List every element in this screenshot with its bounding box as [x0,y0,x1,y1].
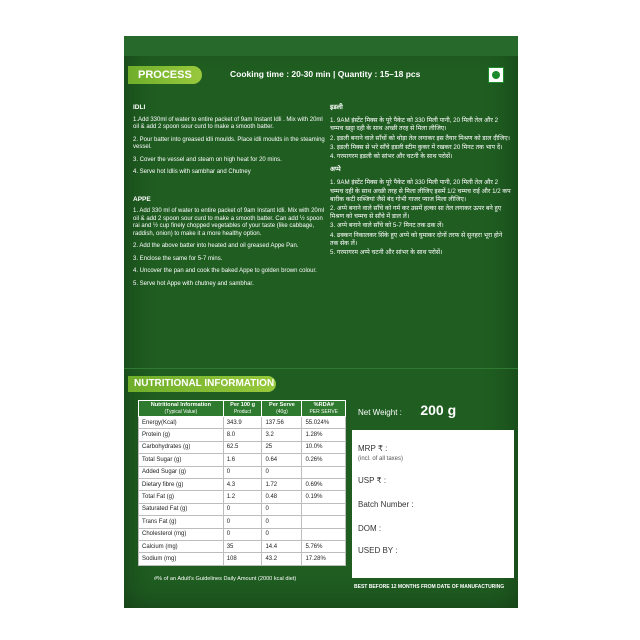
per-100g-value: 343.9 [223,417,262,429]
per-100g-value: 108 [223,553,262,565]
rda-value [302,516,346,528]
table-row [139,540,346,552]
rda-value [302,528,346,540]
header-per-100g: Per 100 g Product [223,401,262,417]
per-serve-value: 1.72 [262,478,302,490]
table-row [139,503,346,515]
net-weight-value: 200 g [420,402,457,418]
per-100g-value: 1.6 [223,454,262,466]
per-serve-value: 14.4 [262,540,302,552]
english-instructions [133,104,325,293]
per-100g-value: 0 [223,503,262,515]
rda-value: 1.28% [302,429,346,441]
per-serve-value: 0 [262,503,302,515]
nutrition-header-row [139,401,346,417]
table-row [139,516,346,528]
appe-step-en: 4. Uncover the pan and cook the baked Appe to golden brown colour. [133,268,317,274]
nutrient-name: Sodium (mg) [139,553,224,565]
nutrient-name: Carbohydrates (g) [139,441,224,453]
nutrient-name: Energy(Kcal) [139,417,224,429]
per-100g-value: 35 [223,540,262,552]
table-row [139,454,346,466]
hindi-instructions [330,104,512,258]
appe-step-hi: 3. अप्पे बनाने वाले साँचे को 5-7 मिनट तक ढक लें। [330,222,444,230]
usp-label: USP ₹ : [358,476,387,485]
mrp-label: MRP ₹ : (incl. of all taxes) [358,444,404,462]
idli-step-en: 2. Pour batter into greased idli moulds. Place idli moulds in the steaming vessel. [133,136,325,150]
per-serve-value: 137.56 [262,417,302,429]
nutrient-name: Trans Fat (g) [139,516,224,528]
header-per-serve: Per Serve (40g) [262,401,302,417]
top-strip [124,36,518,56]
nutrient-name: Calcium (mg) [139,540,224,552]
table-row [139,528,346,540]
used-by-label: USED BY : [358,546,398,555]
per-serve-value: 3.2 [262,429,302,441]
appe-step-en: 2. Add the above batter into heated and oil greased Appe Pan. [133,243,299,249]
per-100g-value: 0 [223,516,262,528]
rda-value: 0.69% [302,478,346,490]
per-100g-value: 1.2 [223,491,262,503]
appe-step-en: 5. Serve hot Appe with chutney and sambhar. [133,280,254,287]
idli-step-hi: 4. गरमागरम इडली को सांभर और चटनी के साथ परोसें। [330,153,453,161]
per-100g-value: 8.0 [223,429,262,441]
nutrition-table [138,400,346,566]
rda-value: 55.024% [302,417,346,429]
table-row [139,441,346,453]
net-weight [358,402,456,420]
mrp-sub: (incl. of all taxes) [358,456,404,462]
veg-symbol-icon [488,67,504,83]
net-weight-label: Net Weight : [358,408,402,417]
per-100g-value: 62.5 [223,441,262,453]
header-nutrient: Nutritional Information (Typical Value) [139,401,224,417]
idli-step-en: 4. Serve hot Idlis with sambhar and Chutney [133,169,251,175]
rda-value [302,503,346,515]
rda-value: 0.19% [302,491,346,503]
per-serve-value: 43.2 [262,553,302,565]
section-divider [124,368,518,369]
rda-value: 5.76% [302,540,346,552]
appe-step-hi: 4. ढक्कन निकालकर सिंके हुए अप्पे को घुमाकर दोनों तरफ से सुनहरा भूरा होने तक सेक लें। [330,231,503,247]
nutrient-name: Dietary fibre (g) [139,478,224,490]
table-row [139,429,346,441]
header-rda: %RDA# PER SERVE [302,401,346,417]
per-serve-value: 0 [262,516,302,528]
idli-title-en: IDLI [133,104,146,111]
process-heading: PROCESS [128,66,202,84]
per-100g-value: 0 [223,466,262,478]
per-100g-value: 4.3 [223,478,262,490]
idli-step-en: 3. Cover the vessel and steam on high heat for 20 mins. [133,156,282,163]
idli-step-en: 1.Add 330ml of water to entire packet of 9am Instant Idli . Mix with 20ml oil & add 2 spoon sour curd to make a smooth batter. [133,116,323,130]
table-row [139,466,346,478]
best-before: BEST BEFORE 12 MONTHS FROM DATE OF MANUFACTURING [354,584,505,590]
table-row [139,491,346,503]
rda-value: 10.0% [302,441,346,453]
rda-value [302,466,346,478]
nutrient-name: Cholesterol (mg) [139,528,224,540]
appe-step-hi: 2. अप्पे बनाने वाले साँचे को गर्म कर उसमें हल्का सा तेल लगाकर ऊपर बने हुए मिश्रण को चम्मच से साँचे में डाल लें। [330,205,502,221]
idli-step-hi: 3. इडली मिक्स से भरे साँचे इडली स्टीम कुकर में रखकर 20 मिनट तक भाप दें। [330,143,503,151]
appe-step-hi: 1. 9AM इंस्टेंट मिक्स के पूरे पैकेट को 330 मिली पानी, 20 मिली तेल और 2 चम्मच दही के साथ अच्छी तरह से मिला लीजिए इसमें 1/2 चम्मच राई और 1/2 कप बारीक कटी सब्जियां जैसे बंद गोभी गाजर प्याज मिला लीजिए। [330,179,511,203]
idli-title-hi: इडली [330,104,343,111]
rda-footnote: #% of an Adult's Guidelines Daily Amount (2000 kcal diet) [154,576,297,582]
idli-step-hi: 1. 9AM इंस्टेंट मिक्स के पूरे पैकेट को 330 मिली पानी, 20 मिली तेल और 2 चम्मच खट्टा दही के साथ अच्छी तरह से मिला लीजिए। [330,117,499,133]
nutrient-name: Protein (g) [139,429,224,441]
rda-value: 0.26% [302,454,346,466]
nutrient-name: Saturated Fat (g) [139,503,224,515]
appe-step-hi: 5. गरमागरम अप्पे चटनी और सांभर के साथ परोसें। [330,249,443,257]
batch-info-box [352,430,514,578]
per-serve-value: 0.48 [262,491,302,503]
rda-value: 17.28% [302,553,346,565]
appe-title-hi: अप्पे [330,166,341,174]
idli-step-hi: 2. इडली बनाने वाले साँचों को थोड़ा तेल लगाकर इस तैयार मिश्रण को डाल दीजिए। [330,134,510,142]
table-row [139,417,346,429]
appe-title-en: APPE [133,195,151,203]
per-serve-value: 0.64 [262,454,302,466]
nutrient-name: Total Sugar (g) [139,454,224,466]
per-serve-value: 0 [262,466,302,478]
per-serve-value: 25 [262,441,302,453]
per-100g-value: 0 [223,528,262,540]
dom-label: DOM : [358,524,382,533]
per-serve-value: 0 [262,528,302,540]
nutrition-heading: NUTRITIONAL INFORMATION [128,376,276,392]
pack-back-panel [124,36,518,608]
appe-step-en: 3. Enclose the same for 5-7 mins. [133,255,223,262]
batch-number-label: Batch Number : [358,500,414,509]
appe-step-en: 1. Add 330 ml of water to entire packet of 9am Instant Idli. Mix with 20ml oil & add 2 spoon sour curd to make a smooth batter. Can add ½ spoon rai and ½ cup finely chopped vegetables of your taste (like cabbage, raddish, onion) to make it a more healthy option. [133,208,325,237]
nutrient-name: Added Sugar (g) [139,466,224,478]
nutrient-name: Total Fat (g) [139,491,224,503]
table-row [139,478,346,490]
table-row [139,553,346,565]
cooking-time-quantity: Cooking time : 20-30 min | Quantity : 15–18 pcs [230,69,421,79]
